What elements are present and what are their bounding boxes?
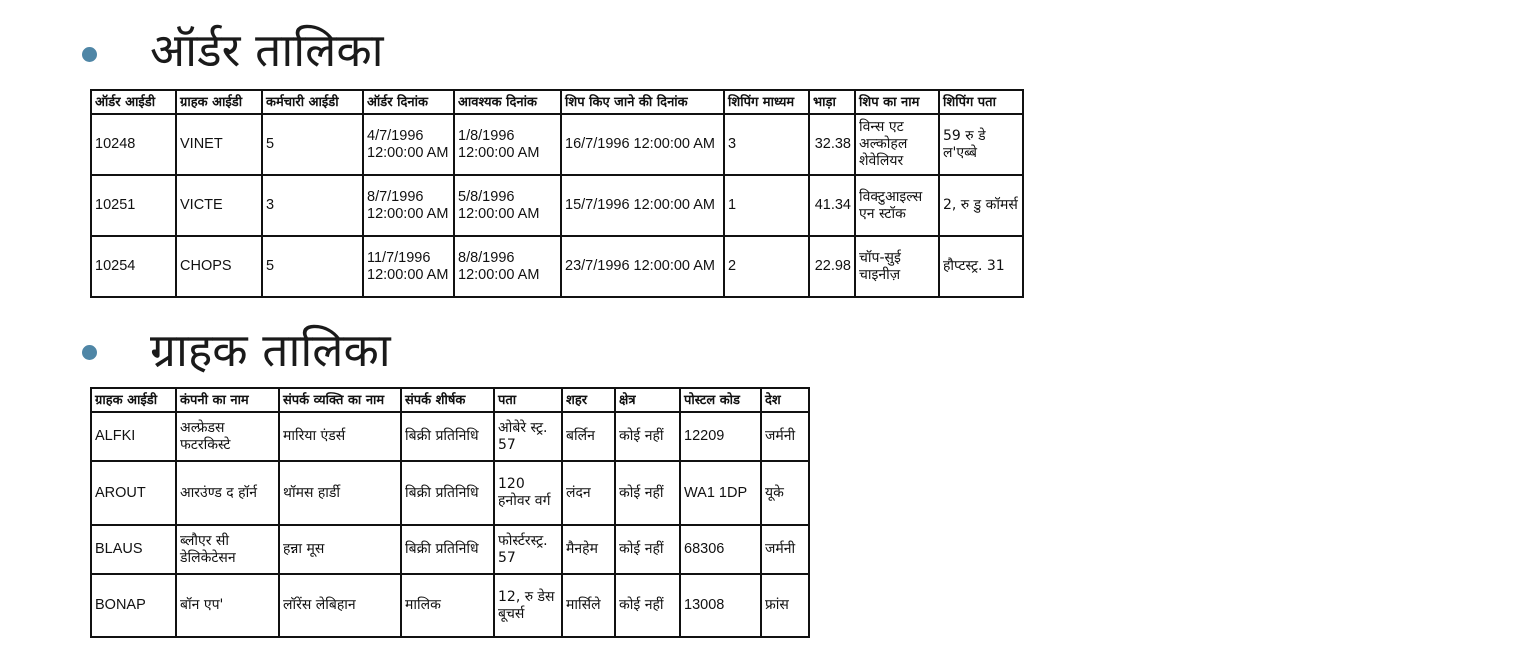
order-col-header: शिप का नाम <box>855 90 939 114</box>
table-row <box>91 525 809 574</box>
customer-col-header: संपर्क शीर्षक <box>401 388 494 412</box>
table-cell: हौप्टस्ट्र. 31 <box>939 236 1023 297</box>
table-cell: बिक्री प्रतिनिधि <box>401 412 494 461</box>
table-cell: 5/8/1996 12:00:00 AM <box>454 175 561 236</box>
order-col-header: कर्मचारी आईडी <box>262 90 363 114</box>
table-cell: BLAUS <box>91 525 176 574</box>
table-cell: फोर्स्टरस्ट्र. 57 <box>494 525 562 574</box>
customer-col-header: कंपनी का नाम <box>176 388 279 412</box>
table-cell: 15/7/1996 12:00:00 AM <box>561 175 724 236</box>
table-cell: यूके <box>761 461 809 525</box>
table-cell: 8/7/1996 12:00:00 AM <box>363 175 454 236</box>
order-table <box>90 89 1024 298</box>
order-col-header: ग्राहक आईडी <box>176 90 262 114</box>
table-cell: बिक्री प्रतिनिधि <box>401 461 494 525</box>
table-cell: 12209 <box>680 412 761 461</box>
table-cell: 4/7/1996 12:00:00 AM <box>363 114 454 175</box>
customer-bullet <box>82 345 97 360</box>
table-cell: विन्स एट अल्कोहल शेवेलियर <box>855 114 939 175</box>
table-cell: AROUT <box>91 461 176 525</box>
order-col-header: ऑर्डर आईडी <box>91 90 176 114</box>
table-cell: कोई नहीं <box>615 461 680 525</box>
table-cell: बॉन एप' <box>176 574 279 637</box>
order-bullet <box>82 47 97 62</box>
table-cell: 11/7/1996 12:00:00 AM <box>363 236 454 297</box>
table-cell: 32.38 <box>809 114 855 175</box>
customer-table-heading: ग्राहक तालिका <box>150 323 391 377</box>
table-cell: 1/8/1996 12:00:00 AM <box>454 114 561 175</box>
table-cell: ब्लौएर सी डेलिकेटेसन <box>176 525 279 574</box>
table-cell: जर्मनी <box>761 412 809 461</box>
table-cell: 2, रु डु कॉमर्स <box>939 175 1023 236</box>
table-cell: कोई नहीं <box>615 525 680 574</box>
customer-col-header: शहर <box>562 388 615 412</box>
order-col-header: शिपिंग पता <box>939 90 1023 114</box>
table-cell: 5 <box>262 236 363 297</box>
table-cell: हन्ना मूस <box>279 525 401 574</box>
table-cell: 16/7/1996 12:00:00 AM <box>561 114 724 175</box>
table-row <box>91 574 809 637</box>
table-cell: 3 <box>262 175 363 236</box>
customer-col-header: पता <box>494 388 562 412</box>
table-row <box>91 236 1023 297</box>
table-cell: अल्फ्रेडस फटरकिस्टे <box>176 412 279 461</box>
table-cell: चॉप-सुई चाइनीज़ <box>855 236 939 297</box>
table-cell: थॉमस हार्डी <box>279 461 401 525</box>
table-cell: लंदन <box>562 461 615 525</box>
table-cell: 10254 <box>91 236 176 297</box>
table-cell: 2 <box>724 236 809 297</box>
order-table-header-row <box>91 90 1023 114</box>
table-cell: कोई नहीं <box>615 574 680 637</box>
table-cell: CHOPS <box>176 236 262 297</box>
table-row <box>91 175 1023 236</box>
table-cell: विक्टुआइल्स एन स्टॉक <box>855 175 939 236</box>
customer-table <box>90 387 810 638</box>
table-cell: 59 रु डे ल'एब्बे <box>939 114 1023 175</box>
table-row <box>91 461 809 525</box>
table-cell: 10248 <box>91 114 176 175</box>
table-cell: जर्मनी <box>761 525 809 574</box>
table-cell: ओबेरे स्ट्र. 57 <box>494 412 562 461</box>
table-cell: 5 <box>262 114 363 175</box>
table-cell: बर्लिन <box>562 412 615 461</box>
table-cell: मारिया एंडर्स <box>279 412 401 461</box>
table-cell: VINET <box>176 114 262 175</box>
table-cell: मालिक <box>401 574 494 637</box>
customer-col-header: संपर्क व्यक्ति का नाम <box>279 388 401 412</box>
table-cell: BONAP <box>91 574 176 637</box>
table-cell: 23/7/1996 12:00:00 AM <box>561 236 724 297</box>
table-cell: WA1 1DP <box>680 461 761 525</box>
table-row <box>91 412 809 461</box>
order-col-header: भाड़ा <box>809 90 855 114</box>
table-cell: 22.98 <box>809 236 855 297</box>
table-cell: 3 <box>724 114 809 175</box>
table-cell: मैनहेम <box>562 525 615 574</box>
order-col-header: आवश्यक दिनांक <box>454 90 561 114</box>
customer-col-header: देश <box>761 388 809 412</box>
table-cell: बिक्री प्रतिनिधि <box>401 525 494 574</box>
order-col-header: शिपिंग माध्यम <box>724 90 809 114</box>
table-cell: 120 हनोवर वर्ग <box>494 461 562 525</box>
table-cell: 13008 <box>680 574 761 637</box>
customer-col-header: क्षेत्र <box>615 388 680 412</box>
table-cell: लॉरेंस लेबिहान <box>279 574 401 637</box>
order-table-heading: ऑर्डर तालिका <box>150 23 384 77</box>
customer-table-header-row <box>91 388 809 412</box>
customer-col-header: पोस्टल कोड <box>680 388 761 412</box>
table-cell: 68306 <box>680 525 761 574</box>
order-col-header: ऑर्डर दिनांक <box>363 90 454 114</box>
table-cell: 10251 <box>91 175 176 236</box>
table-cell: 12, रु डेस बूचर्स <box>494 574 562 637</box>
table-cell: आरउंण्ड द हॉर्न <box>176 461 279 525</box>
table-cell: VICTE <box>176 175 262 236</box>
table-cell: मार्सिले <box>562 574 615 637</box>
table-cell: 1 <box>724 175 809 236</box>
customer-col-header: ग्राहक आईडी <box>91 388 176 412</box>
order-col-header: शिप किए जाने की दिनांक <box>561 90 724 114</box>
table-cell: 8/8/1996 12:00:00 AM <box>454 236 561 297</box>
table-row <box>91 114 1023 175</box>
table-cell: फ्रांस <box>761 574 809 637</box>
table-cell: 41.34 <box>809 175 855 236</box>
table-cell: ALFKI <box>91 412 176 461</box>
table-cell: कोई नहीं <box>615 412 680 461</box>
